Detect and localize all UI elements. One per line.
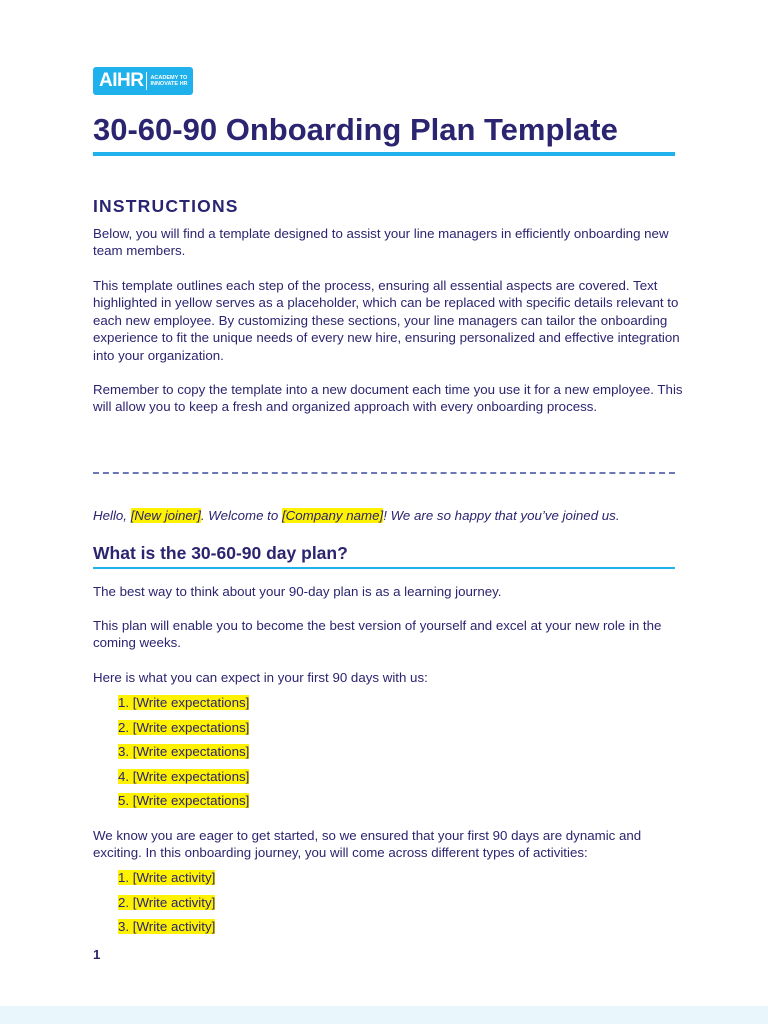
expectation-1: 1. [Write expectations] xyxy=(118,695,250,710)
expectation-3: 3. [Write expectations] xyxy=(118,744,250,760)
plan-paragraph-4: We know you are eager to get started, so we ensured that your first 90 days are dynamic and exciting. In this onboarding journey, you will come across different types of activities: xyxy=(93,828,642,861)
list-item xyxy=(118,743,249,768)
list-item xyxy=(118,869,215,894)
instructions-paragraph-3: Remember to copy the template into a new document each time you use it for a new employee. This will allow you to keep a fresh and organized approach with every onboarding process. xyxy=(93,382,683,415)
list-item xyxy=(118,694,249,719)
dashed-divider xyxy=(93,472,675,474)
activity-2: 2. [Write activity] xyxy=(118,894,216,910)
logo-separator xyxy=(146,72,147,90)
greeting-text-2: . Welcome to xyxy=(200,508,282,523)
title-underline xyxy=(93,152,675,156)
greeting-text-1: Hello, xyxy=(93,508,131,523)
list-item xyxy=(118,918,215,943)
logo-sub-line2: INNOVATE HR xyxy=(150,81,188,87)
aihr-logo xyxy=(93,67,193,95)
plan-paragraph-1: The best way to think about your 90-day plan is as a learning journey. xyxy=(93,584,502,599)
plan-paragraph-2: This plan will enable you to become the best version of yourself and excel at your new role in the coming weeks. xyxy=(93,618,662,651)
greeting-line xyxy=(93,508,620,523)
plan-heading-underline xyxy=(93,567,675,569)
expectation-4: 4. [Write expectations] xyxy=(118,768,250,784)
activity-1: 1. [Write activity] xyxy=(118,870,216,885)
expectation-5: 5. [Write expectations] xyxy=(118,793,250,809)
plan-paragraph-3: Here is what you can expect in your first 90 days with us: xyxy=(93,670,428,685)
page-title: 30-60-90 Onboarding Plan Template xyxy=(93,112,618,147)
instructions-heading: INSTRUCTIONS xyxy=(93,196,239,216)
logo-main-text: AIHR xyxy=(99,70,144,91)
expectation-2: 2. [Write expectations] xyxy=(118,719,250,735)
plan-heading: What is the 30-60-90 day plan? xyxy=(93,543,348,563)
instructions-paragraph-1: Below, you will find a template designed to assist your line managers in efficiently onboarding new team members. xyxy=(93,226,669,259)
activity-3: 3. [Write activity] xyxy=(118,919,216,935)
activities-list xyxy=(118,869,215,943)
footer-band xyxy=(0,1006,768,1024)
list-item xyxy=(118,792,249,817)
logo-subtext xyxy=(150,75,187,88)
page-number: 1 xyxy=(93,947,101,962)
logo-sub-line1: ACADEMY TO xyxy=(150,74,188,81)
list-item xyxy=(118,894,215,919)
instructions-paragraph-2: This template outlines each step of the process, ensuring all essential aspects are covered. Text highlighted in yellow serves as a placeholder, which can be replaced with specific details relevant to each new employee. By customizing these sections, your line managers can tailor the onboarding experience to fit the unique needs of every new hire, ensuring personalized and effective integration into your organization. xyxy=(93,278,680,363)
company-name-placeholder: [Company name] xyxy=(281,508,384,523)
expectations-list xyxy=(118,694,249,817)
greeting-text-3: ! We are so happy that you’ve joined us. xyxy=(383,508,620,523)
list-item xyxy=(118,768,249,793)
list-item xyxy=(118,719,249,744)
new-joiner-placeholder: [New joiner] xyxy=(130,508,201,523)
